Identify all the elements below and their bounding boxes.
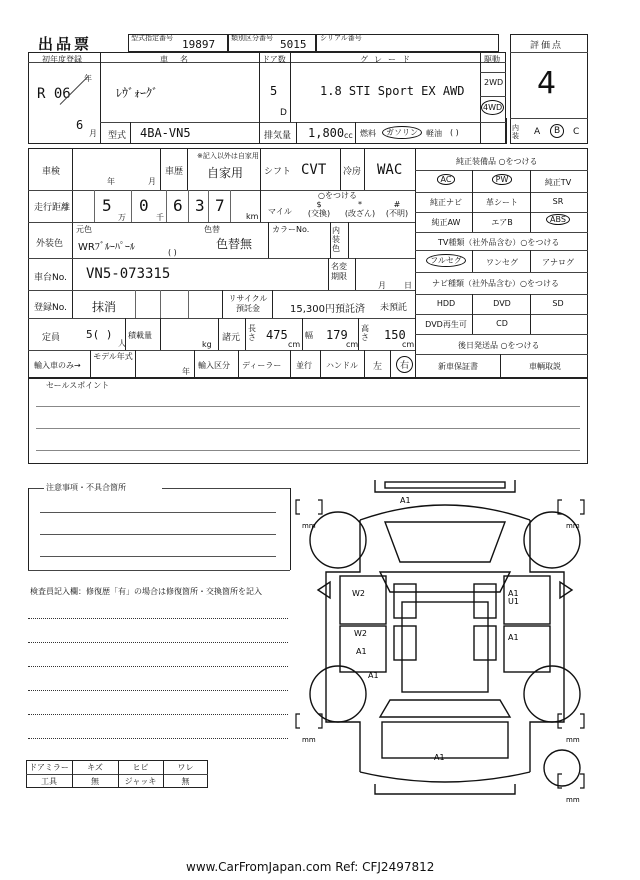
height-value: 150	[384, 328, 406, 342]
mark-right-rear-door: A1	[508, 633, 519, 642]
height-unit: cm	[402, 340, 415, 349]
usage-note: ※記入以外は自家用	[197, 152, 259, 160]
navi-dvd: DVD	[493, 299, 511, 308]
load-unit: kg	[202, 340, 212, 349]
displacement-unit: cc	[344, 131, 353, 140]
width-label: 幅	[305, 331, 313, 340]
length-label: 長さ	[248, 324, 256, 342]
mark-left-rear-door-1: W2	[354, 629, 367, 638]
shaken-label: 車検	[42, 167, 61, 177]
navi-dvd-play: DVD再生可	[425, 320, 467, 329]
rating-value: 4	[537, 66, 557, 101]
caution-label: 注意事項・不具合箇所	[46, 483, 126, 492]
orig-color-label: 元色	[76, 225, 92, 234]
mileage-unit-label: マイル	[268, 207, 292, 216]
equip-pw: PW	[474, 174, 530, 185]
equip-tv: 純正TV	[544, 178, 572, 187]
legend-jack-value: 無	[181, 777, 190, 786]
load-label: 積載量	[128, 331, 152, 340]
diagram-mm-rl: mm	[302, 736, 316, 744]
mileage-circle-note: ○をつける	[318, 191, 357, 200]
drive-label: 駆動	[484, 55, 500, 64]
legend-door-mirror: ドアミラー	[29, 763, 69, 772]
chassis-value: VN5-073315	[86, 266, 171, 282]
ac-value: WAC	[377, 162, 403, 178]
fuel-label: 燃料	[360, 129, 376, 138]
legend-tools: 工具	[41, 777, 57, 786]
equip-abs: ABS	[530, 214, 586, 225]
import-label: 輸入車のみ→	[34, 361, 81, 370]
recycle-unpaid: 未預託	[380, 303, 408, 313]
mileage-digit-5: 7	[215, 196, 225, 215]
shaken-month: 月	[148, 177, 156, 186]
category-label: 類別区分番号	[231, 34, 273, 42]
grade-value: 1.8 STI Sport EX AWD	[320, 84, 465, 98]
mileage-digit-1: 5	[102, 196, 112, 215]
shaken-year: 年	[107, 177, 115, 186]
mileage-digit-2: 0	[139, 196, 149, 215]
interior-label: 内装	[512, 124, 519, 140]
mark-front-bumper: A1	[400, 496, 411, 505]
mileage-label: 走行距離	[34, 203, 71, 213]
tv-fullseg: フルセグ	[420, 254, 472, 267]
name-label: 車名	[160, 55, 200, 64]
genuine-label: 純正装備品 ○をつける	[456, 157, 538, 166]
capacity-unit: 人	[118, 339, 126, 348]
color-no-label: カラーNo.	[272, 225, 310, 234]
recycle-value: 15,300円預託済	[290, 304, 365, 315]
mark-rear-bumper: A1	[434, 753, 445, 762]
length-unit: cm	[288, 340, 301, 349]
mark-left-front-door: W2	[352, 589, 365, 598]
reg-year-unit: 年	[84, 74, 92, 83]
height-label: 高さ	[361, 324, 369, 342]
doors-label: ドア数	[262, 55, 286, 64]
doors-value: 5	[270, 84, 278, 98]
footer-text: www.CarFromJapan.com Ref: CFJ2497812	[186, 860, 435, 874]
orig-color-value: WRﾌﾞﾙｰﾊﾟｰﾙ	[78, 242, 135, 253]
interior-b: B	[550, 124, 564, 138]
shift-label: シフト	[264, 167, 292, 177]
capacity-value: 5( )	[86, 328, 113, 341]
tv-oneseg: ワンセグ	[486, 258, 518, 267]
equip-leather: 革シート	[486, 198, 518, 207]
model-value: 4BA-VN5	[140, 126, 191, 140]
tv-analog: アナログ	[542, 258, 574, 267]
usage-value: 自家用	[207, 166, 244, 180]
mileage-man: 万	[118, 213, 126, 222]
mileage-digit-3: 6	[173, 196, 183, 215]
width-unit: cm	[346, 340, 359, 349]
handle-right: 右	[396, 356, 413, 373]
model-cert-label: 型式指定番号	[131, 34, 173, 42]
legend-crack: ヒビ	[132, 763, 149, 772]
rating-label: 評価点	[530, 41, 564, 51]
mark-right-front-door-2: U1	[508, 597, 519, 606]
legend-break: ワレ	[177, 763, 194, 772]
later-docs-label: 後日発送品 ○をつける	[458, 341, 540, 350]
dims-label: 諸元	[222, 333, 241, 343]
registration-label: 登録No.	[34, 303, 67, 313]
import-type-label: 輸入区分	[198, 361, 230, 370]
serial-label: シリアル番号	[320, 34, 362, 42]
equip-sr: SR	[552, 197, 564, 206]
car-name: ﾚｳﾞｫｰｸﾞ	[116, 86, 159, 100]
capacity-label: 定員	[42, 333, 61, 343]
shift-value: CVT	[301, 162, 327, 178]
name-change-month: 月	[378, 281, 386, 290]
legend-jack: ジャッキ	[124, 777, 157, 786]
import-dealer: ディーラー	[242, 361, 282, 370]
reg-era-year: R 06	[37, 86, 71, 102]
equip-aw: 純正AW	[431, 218, 461, 227]
mark-right-front-door-1: A1	[508, 589, 519, 598]
repaint-paren: ( )	[168, 248, 177, 257]
fuel-paren: ( )	[450, 128, 459, 137]
grade-label: グレード	[360, 55, 416, 64]
name-change-day: 日	[404, 281, 412, 290]
navi-label: ナビ種類（社外品含む）○をつける	[432, 279, 559, 288]
mileage-km: km	[246, 212, 259, 221]
exterior-label: 外装色	[36, 239, 64, 249]
car-damage-diagram	[290, 472, 600, 812]
model-cert-value: 19897	[182, 38, 216, 51]
name-change-label: 名変期限	[331, 262, 347, 281]
later-manual: 車輌取説	[529, 362, 561, 371]
diagram-mm-fl: mm	[302, 522, 316, 530]
recycle-label: リサイクル預託金	[228, 294, 268, 313]
usage-label: 車歴	[165, 167, 184, 177]
category-value: 5015	[280, 38, 307, 51]
chassis-label: 車台No.	[34, 273, 67, 283]
page-title: 出品票	[38, 35, 93, 53]
ac-label: 冷房	[343, 167, 362, 177]
interior-c: C	[573, 127, 580, 137]
later-warranty: 新車保証書	[438, 362, 478, 371]
equip-navi: 純正ナビ	[430, 198, 462, 207]
displacement-label: 排気量	[264, 131, 292, 141]
mileage-digit-4: 3	[195, 196, 205, 215]
doors-type: D	[280, 108, 287, 118]
mileage-opt-tampered: * (改ざん)	[344, 200, 376, 218]
reg-month: 6	[76, 118, 84, 132]
inspector-label: 検査員記入欄：修復歴「有」の場合は修復箇所・交換箇所を記入	[30, 587, 262, 596]
handle-left: 左	[373, 362, 383, 372]
navi-hdd: HDD	[436, 299, 456, 308]
navi-cd: CD	[496, 319, 508, 328]
equip-ac: AC	[420, 174, 472, 185]
registration-value: 抹消	[92, 300, 117, 314]
equip-airbag: エアB	[491, 218, 513, 227]
fuel-diesel: 軽油	[426, 129, 442, 138]
legend-scratch: キズ	[87, 763, 103, 772]
tv-label: TV種類（社外品含む）○をつける	[438, 238, 560, 247]
repaint-label: 色替	[204, 225, 220, 234]
model-year-unit: 年	[182, 367, 190, 376]
mileage-opt-unknown: # (不明)	[385, 200, 409, 218]
fuel-gas: ガソリン	[382, 126, 422, 139]
mark-left-quarter: A1	[368, 671, 379, 680]
interior-color-label: 内装色	[332, 226, 340, 253]
repaint-value: 色替無	[216, 237, 253, 251]
reg-month-unit: 月	[89, 129, 97, 138]
sales-box	[28, 378, 588, 464]
model-year-label: モデル年式	[93, 352, 133, 361]
sales-label: セールスポイント	[46, 381, 110, 390]
displacement-value: 1,800	[308, 126, 345, 140]
drive-4wd: 4WD	[481, 100, 504, 115]
width-value: 179	[326, 328, 348, 342]
interior-a: A	[534, 127, 541, 137]
mileage-opt-exchange: $ (交換)	[307, 200, 331, 218]
model-label: 型式	[108, 131, 127, 141]
import-parallel: 並行	[296, 361, 312, 370]
diagram-mm-spare: mm	[566, 796, 580, 804]
legend-tools-value: 無	[91, 777, 99, 786]
handle-label: ハンドル	[326, 361, 358, 370]
mileage-sen: 千	[156, 213, 164, 222]
diagram-mm-rr: mm	[566, 736, 580, 744]
diagram-mm-fr: mm	[566, 522, 580, 530]
navi-sd: SD	[552, 299, 564, 308]
mark-left-rear-door-2: A1	[356, 647, 367, 656]
length-value: 475	[266, 328, 288, 342]
first-reg-label: 初年度登録	[42, 55, 82, 64]
drive-2wd: 2WD	[484, 78, 504, 87]
